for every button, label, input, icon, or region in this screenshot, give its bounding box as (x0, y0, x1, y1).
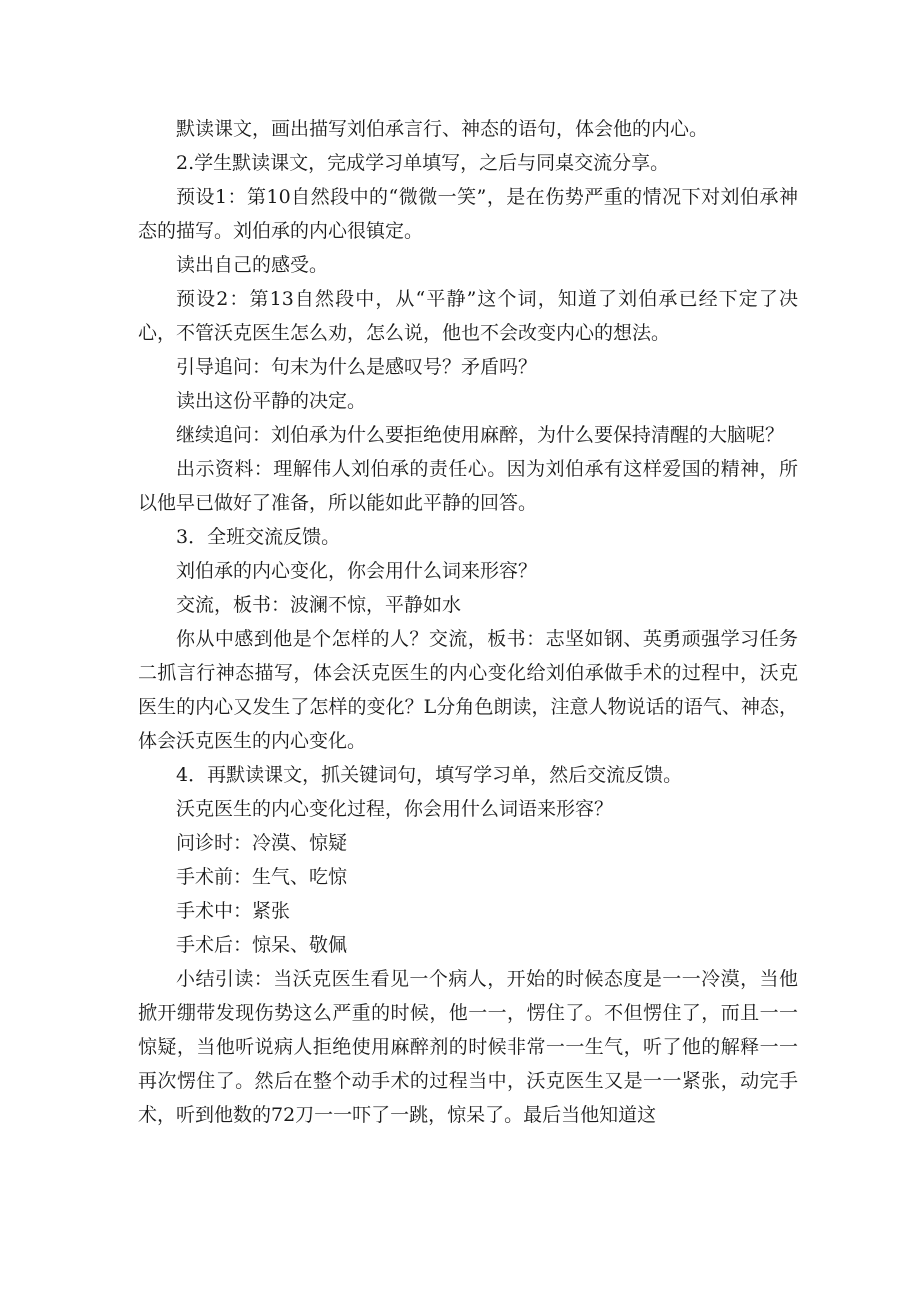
paragraph-3: 预设1：第10自然段中的“微微一笑”，是在伤势严重的情况下对刘伯承神态的描写。刘伯承的内心很镇定。 (138, 186, 798, 242)
paragraph-2: 2.学生默读课文，完成学习单填写，之后与同桌交流分享。 (176, 152, 670, 174)
paragraph-5: 预设2：第13自然段中，从“平静”这个词，知道了刘伯承已经下定了决心，不管沃克医生怎么劝，怎么说，他也不会改变内心的想法。 (138, 288, 798, 344)
paragraph-15: 沃克医生的内心变化过程，你会用什么词语来形容？ (176, 798, 614, 820)
paragraph-18: 手术中：紧张 (176, 900, 291, 922)
paragraph-4: 读出自己的感受。 (176, 254, 329, 276)
paragraph-9: 出示资料：理解伟人刘伯承的责任心。因为刘伯承有这样爱国的精神，所以他早已做好了准备，所以能如此平静的回答。 (138, 458, 798, 514)
paragraph-14: 4．再默读课文，抓关键词句，填写学习单，然后交流反馈。 (176, 764, 683, 786)
paragraph-1: 默读课文，画出描写刘伯承言行、神态的语句，体会他的内心。 (176, 118, 709, 140)
paragraph-10: 3．全班交流反馈。 (176, 526, 341, 548)
paragraph-7: 读出这份平静的决定。 (176, 390, 367, 412)
paragraph-8: 继续追问：刘伯承为什么要拒绝使用麻醉，为什么要保持清醒的大脑呢？ (176, 424, 785, 446)
paragraph-16: 问诊时：冷漠、惊疑 (176, 832, 348, 854)
paragraph-12: 交流，板书：波澜不惊，平静如水 (176, 594, 462, 616)
paragraph-11: 刘伯承的内心变化，你会用什么词来形容？ (176, 560, 538, 582)
paragraph-13: 你从中感到他是个怎样的人？交流，板书：志坚如钢、英勇顽强学习任务二抓言行神态描写，体会沃克医生的内心变化给刘伯承做手术的过程中，沃克医生的内心又发生了怎样的变化？L分角色朗读，注意人物说话的语气、神态，体会沃克医生的内心变化。 (138, 628, 798, 752)
paragraph-17: 手术前：生气、吃惊 (176, 866, 348, 888)
paragraph-19: 手术后：惊呆、敬佩 (176, 934, 348, 956)
paragraph-6: 引导追问：句末为什么是感叹号？矛盾吗？ (176, 356, 538, 378)
paragraph-20: 小结引读：当沃克医生看见一个病人，开始的时候态度是一一冷漠，当他掀开绷带发现伤势这么严重的时候，他一一，愣住了。不但愣住了，而且一一惊疑，当他听说病人拒绝使用麻醉剂的时候非常一一生气，听了他的解释一一再次愣住了。然后在整个动手术的过程当中，沃克医生又是一一紧张，动完手术，听到他数的72刀一一吓了一跳，惊呆了。最后当他知道这 (138, 968, 798, 1126)
document-body (138, 112, 798, 1132)
